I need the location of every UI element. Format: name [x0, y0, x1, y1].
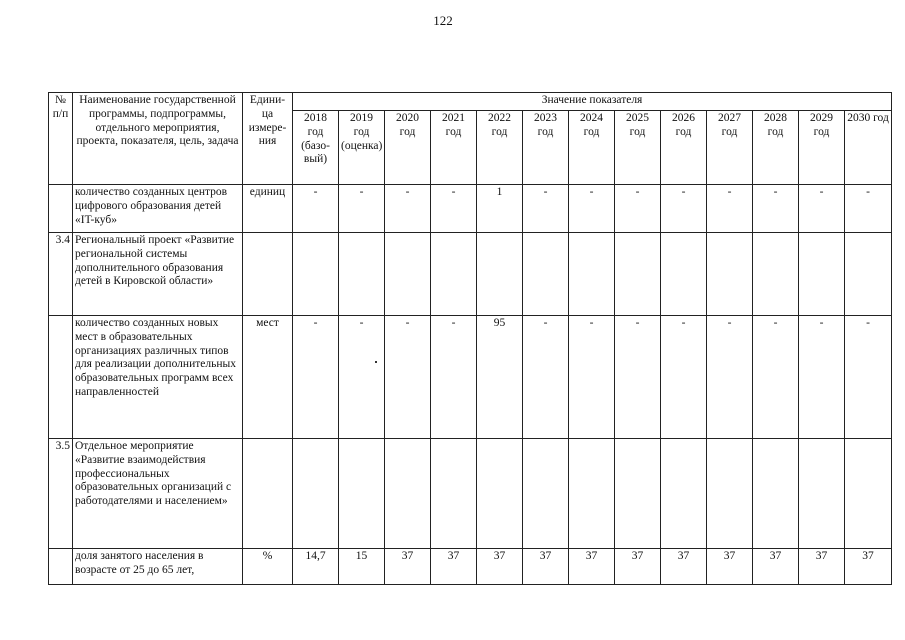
row-value	[707, 439, 753, 549]
row-value	[477, 439, 523, 549]
row-value	[385, 439, 431, 549]
header-year: 2030 год	[845, 111, 892, 185]
table-row	[49, 233, 892, 316]
table-row	[49, 185, 892, 233]
row-value: -	[615, 316, 661, 439]
row-number	[49, 549, 73, 585]
row-value	[431, 439, 477, 549]
header-year: 2026 год	[661, 111, 707, 185]
row-value	[293, 439, 339, 549]
row-value: 1	[477, 185, 523, 233]
row-value: -	[615, 185, 661, 233]
row-value: 14,7	[293, 549, 339, 585]
row-value: -	[661, 185, 707, 233]
row-unit: %	[243, 549, 293, 585]
row-value: 37	[799, 549, 845, 585]
row-value: -	[799, 185, 845, 233]
row-value: -	[707, 185, 753, 233]
row-value	[661, 439, 707, 549]
row-value: 37	[753, 549, 799, 585]
row-value	[523, 439, 569, 549]
header-value-group: Значение показателя	[293, 93, 892, 111]
row-value	[615, 439, 661, 549]
row-value: -	[293, 316, 339, 439]
row-value: -	[293, 185, 339, 233]
row-value: -	[845, 185, 892, 233]
row-name: количество созданных центров цифрового образования детей «IT-куб»	[73, 185, 243, 233]
row-value: 37	[477, 549, 523, 585]
row-value: -	[339, 185, 385, 233]
row-unit: единиц	[243, 185, 293, 233]
row-value: 37	[845, 549, 892, 585]
row-name: Региональный проект «Развитие региональной системы дополнительного образования детей в Кировской области»	[73, 233, 243, 316]
header-year: 2023 год	[523, 111, 569, 185]
row-name: доля занятого населения в возрасте от 25 до 65 лет,	[73, 549, 243, 585]
table-row	[49, 439, 892, 549]
row-unit	[243, 233, 293, 316]
header-year: 2027 год	[707, 111, 753, 185]
header-name: Наименование государственной программы, подпрограммы, отдельного мероприятия, проекта, показателя, цель, задача	[73, 93, 243, 185]
table-row	[49, 316, 892, 439]
row-value: -	[707, 316, 753, 439]
row-value	[661, 233, 707, 316]
row-value: 37	[615, 549, 661, 585]
row-value: -	[569, 185, 615, 233]
row-value: -	[431, 316, 477, 439]
row-value: -	[523, 316, 569, 439]
row-value	[799, 439, 845, 549]
header-year: 2024 год	[569, 111, 615, 185]
row-value	[615, 233, 661, 316]
header-year: 2029 год	[799, 111, 845, 185]
row-value: -	[845, 316, 892, 439]
row-value	[799, 233, 845, 316]
header-unit: Едини- ца измере- ния	[243, 93, 293, 185]
row-name: количество созданных новых мест в образовательных организациях различных типов для реализации дополнительных образовательных программ всех направленностей	[73, 316, 243, 439]
indicators-table	[48, 92, 892, 585]
header-num: № п/п	[49, 93, 73, 185]
row-value: -	[753, 316, 799, 439]
row-unit: мест	[243, 316, 293, 439]
row-value	[523, 233, 569, 316]
header-year: 2020 год	[385, 111, 431, 185]
row-value: -	[385, 316, 431, 439]
row-value	[431, 233, 477, 316]
row-unit	[243, 439, 293, 549]
header-year: 2019 год (оценка)	[339, 111, 385, 185]
row-value: 37	[661, 549, 707, 585]
row-value: 95	[477, 316, 523, 439]
row-value: -	[385, 185, 431, 233]
row-value: 37	[523, 549, 569, 585]
row-value	[569, 233, 615, 316]
row-value: -	[523, 185, 569, 233]
row-number	[49, 185, 73, 233]
row-value: 15	[339, 549, 385, 585]
row-value	[293, 233, 339, 316]
page-number: 122	[433, 13, 453, 28]
header-year: 2018 год (базо- вый)	[293, 111, 339, 185]
table-row	[49, 549, 892, 585]
row-number: 3.5	[49, 439, 73, 549]
row-value	[707, 233, 753, 316]
row-value	[477, 233, 523, 316]
row-value: -	[431, 185, 477, 233]
row-number: 3.4	[49, 233, 73, 316]
header-year: 2021 год	[431, 111, 477, 185]
row-value: 37	[569, 549, 615, 585]
stray-dot-mark	[375, 361, 377, 363]
row-value	[339, 233, 385, 316]
header-year: 2025 год	[615, 111, 661, 185]
row-value: 37	[385, 549, 431, 585]
row-value	[339, 439, 385, 549]
row-value: -	[339, 316, 385, 439]
row-value: -	[753, 185, 799, 233]
row-value	[569, 439, 615, 549]
header-year: 2022 год	[477, 111, 523, 185]
row-name: Отдельное мероприятие «Развитие взаимодействия профессиональных образовательных организаций с работодателями и населением»	[73, 439, 243, 549]
row-value	[753, 233, 799, 316]
row-value: -	[799, 316, 845, 439]
row-value	[753, 439, 799, 549]
row-value	[845, 439, 892, 549]
row-value	[385, 233, 431, 316]
row-value: -	[569, 316, 615, 439]
row-value: 37	[707, 549, 753, 585]
row-value: 37	[431, 549, 477, 585]
header-year: 2028 год	[753, 111, 799, 185]
row-value: -	[661, 316, 707, 439]
row-number	[49, 316, 73, 439]
row-value	[845, 233, 892, 316]
